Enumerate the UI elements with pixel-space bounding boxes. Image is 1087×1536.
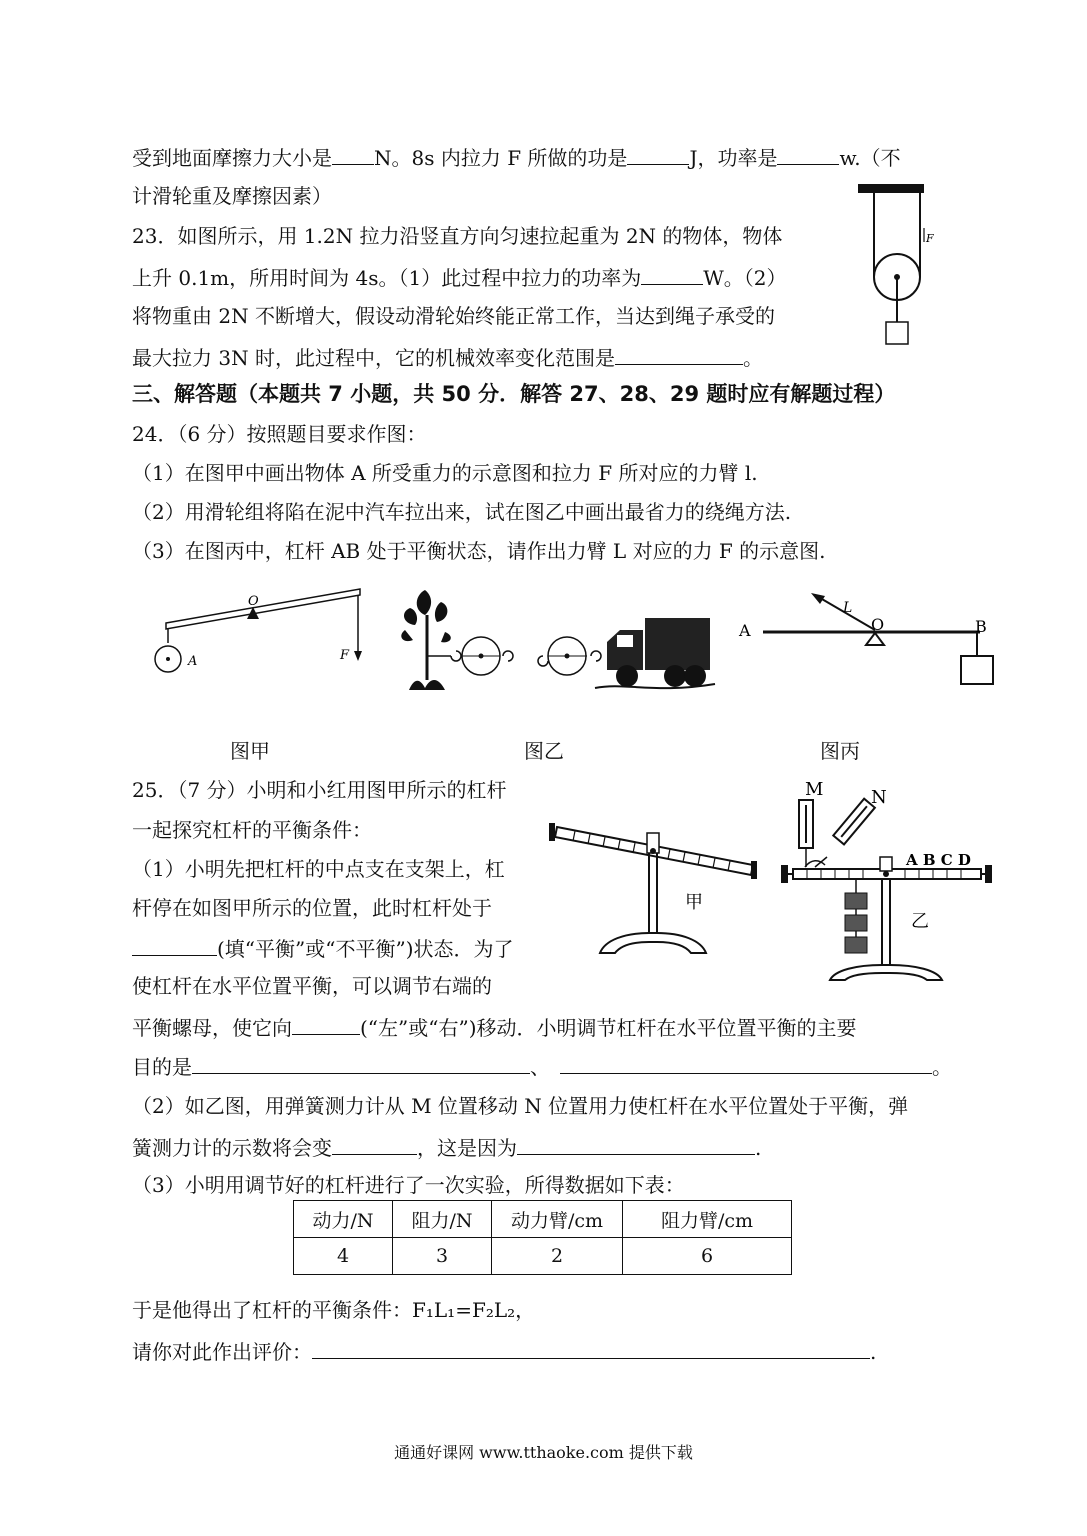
- fulcrum-label: O: [248, 594, 259, 609]
- answer-blank[interactable]: [332, 142, 374, 165]
- q23-line3: 将物重由 2N 不断增大，假设动滑轮始终能正常工作，当达到绳子承受的: [132, 304, 775, 328]
- q24-part1: （1）在图甲中画出物体 A 所受重力的示意图和拉力 F 所对应的力臂 l.: [132, 461, 758, 485]
- end-label-a: A: [739, 621, 751, 640]
- q25-conclusion: 于是他得出了杠杆的平衡条件：F₁L₁=F₂L₂，: [132, 1298, 536, 1322]
- table-header: 阻力/N: [393, 1201, 492, 1238]
- q25-evaluation: 请你对此作出评价： .: [132, 1336, 876, 1366]
- table-cell: 3: [393, 1238, 492, 1275]
- label-yi: 乙: [911, 911, 929, 932]
- answer-blank[interactable]: [641, 262, 703, 285]
- answer-blank[interactable]: [332, 1132, 417, 1155]
- fulcrum-label: O: [871, 615, 885, 634]
- answer-blank[interactable]: [132, 933, 217, 956]
- arm-label: L: [843, 600, 853, 616]
- q25-line6: 使杠杆在水平位置平衡，可以调节右端的: [132, 974, 492, 998]
- answer-blank[interactable]: [777, 142, 839, 165]
- answer-blank[interactable]: [560, 1051, 932, 1074]
- position-m-label: M: [805, 779, 824, 800]
- answer-blank[interactable]: [312, 1336, 870, 1359]
- answer-blank[interactable]: [615, 342, 743, 365]
- table-cell: 4: [294, 1238, 393, 1275]
- table-header: 阻力臂/cm: [623, 1201, 792, 1238]
- force-label: F: [926, 232, 934, 245]
- q22-line1: 受到地面摩擦力大小是 N。8s 内拉力 F 所做的功是 J，功率是 w.（不: [132, 142, 901, 172]
- q23-line4: 最大拉力 3N 时，此过程中，它的机械效率变化范围是 。: [132, 342, 763, 372]
- page-footer: 通通好课网 www.tthaoke.com 提供下载: [394, 1443, 693, 1462]
- table-header-row: [294, 1201, 792, 1238]
- force-label: F: [340, 648, 350, 663]
- q25-line10: 簧测力计的示数将会变 ，这是因为 .: [132, 1132, 761, 1162]
- caption-bing: 图丙: [820, 739, 860, 763]
- answer-blank[interactable]: [292, 1012, 360, 1035]
- position-n-label: N: [871, 787, 887, 808]
- balance-formula: F₁L₁=F₂L₂，: [412, 1298, 536, 1322]
- q25-line5: (填“平衡”或“不平衡”)状态．为了: [132, 933, 514, 963]
- q23-line2: 上升 0.1m，所用时间为 4s。（1）此过程中拉力的功率为 W。（2）: [132, 262, 786, 292]
- q25-line8: 目的是 、 。: [132, 1051, 952, 1081]
- q25-line4: 杆停在如图甲所示的位置，此时杠杆处于: [132, 896, 492, 920]
- table-row: [294, 1238, 792, 1275]
- label-jia: 甲: [685, 892, 703, 913]
- answer-blank[interactable]: [517, 1132, 755, 1155]
- q25-line1: 25．（7 分）小明和小红用图甲所示的杠杆: [132, 778, 507, 802]
- end-label-b: B: [975, 617, 987, 636]
- caption-yi: 图乙: [524, 739, 564, 763]
- figure-jia: [150, 585, 370, 680]
- section-heading: 三、解答题（本题共 7 小题，共 50 分．解答 27、28、29 题时应有解题过程）: [132, 382, 896, 406]
- q25-figure-yi: [775, 775, 1000, 985]
- scale-marks-label: A B C D: [906, 851, 971, 869]
- answer-blank[interactable]: [627, 142, 689, 165]
- caption-jia: 图甲: [230, 739, 270, 763]
- q25-line9: （2）如乙图，用弹簧测力计从 M 位置移动 N 位置用力使杠杆在水平位置处于平衡，弹: [132, 1094, 909, 1118]
- table-header: 动力/N: [294, 1201, 393, 1238]
- figure-bing: [735, 590, 1000, 690]
- q24-part3: （3）在图丙中，杠杆 AB 处于平衡状态，请作出力臂 L 对应的力 F 的示意图.: [132, 539, 826, 563]
- q24-part2: （2）用滑轮组将陷在泥中汽车拉出来，试在图乙中画出最省力的绕绳方法.: [132, 500, 792, 524]
- q22-line2: 计滑轮重及摩擦因素）: [132, 184, 332, 208]
- table-cell: 2: [492, 1238, 623, 1275]
- q23-line1: 23．如图所示，用 1.2N 拉力沿竖直方向匀速拉起重为 2N 的物体，物体: [132, 224, 783, 248]
- table-header: 动力臂/cm: [492, 1201, 623, 1238]
- q25-figure-jia: [545, 815, 770, 965]
- q25-line2: 一起探究杠杆的平衡条件：: [132, 818, 372, 842]
- q25-line7: 平衡螺母，使它向 (“左”或“右”)移动．小明调节杠杆在水平位置平衡的主要: [132, 1012, 857, 1042]
- data-table: [293, 1200, 792, 1275]
- figure-yi: [395, 580, 720, 700]
- table-cell: 6: [623, 1238, 792, 1275]
- q25-line3: （1）小明先把杠杆的中点支在支架上，杠: [132, 857, 505, 881]
- q24-stem: 24．（6 分）按照题目要求作图：: [132, 422, 427, 446]
- object-label: A: [188, 654, 198, 669]
- q25-line11: （3）小明用调节好的杠杆进行了一次实验，所得数据如下表：: [132, 1173, 685, 1197]
- answer-blank[interactable]: [192, 1051, 530, 1074]
- q23-pulley-figure: [850, 182, 940, 352]
